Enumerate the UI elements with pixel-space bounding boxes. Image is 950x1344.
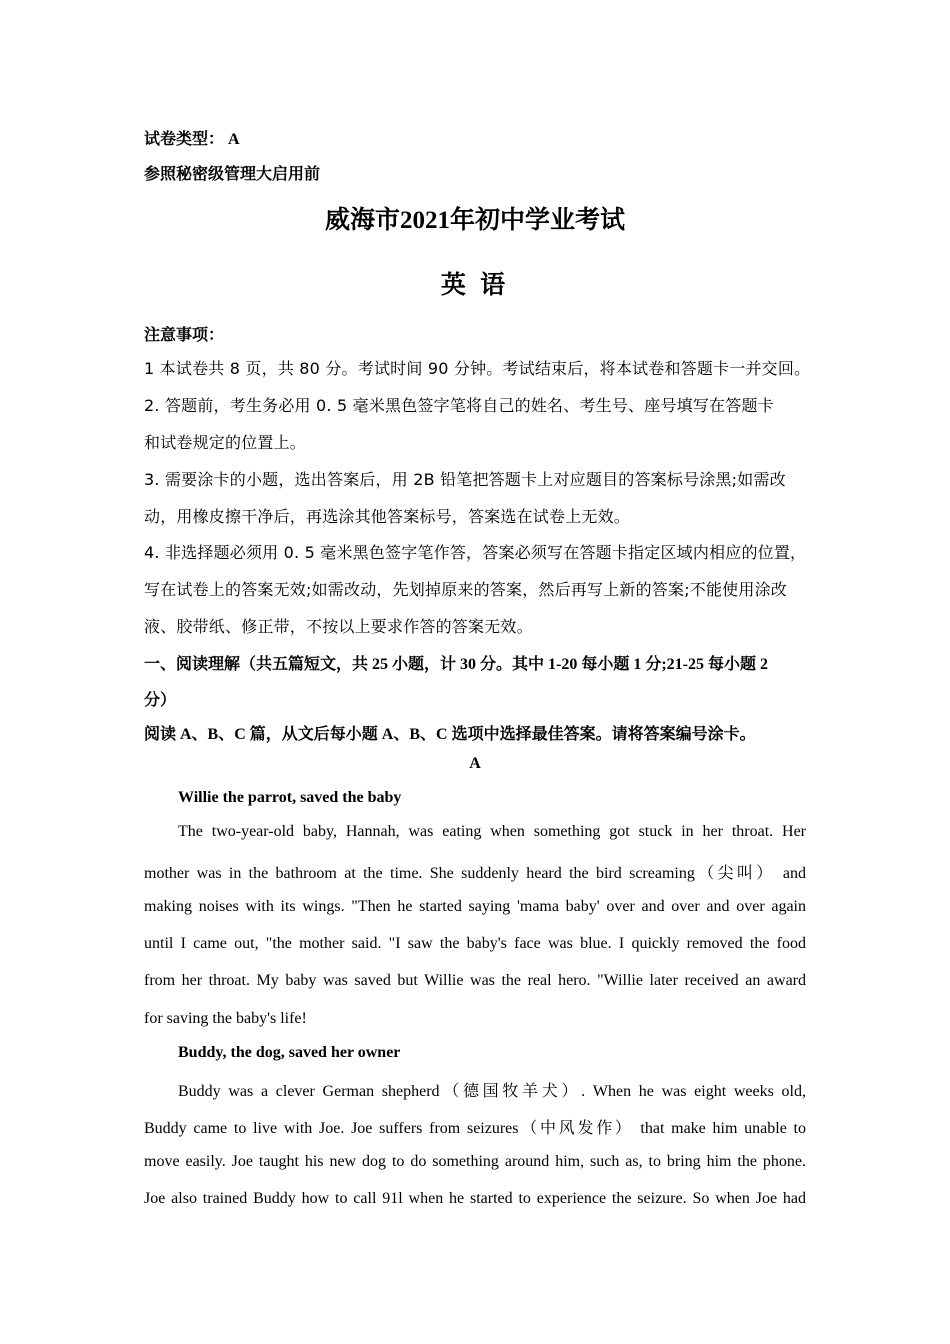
passage-label: A bbox=[469, 755, 481, 772]
section-heading-cont: 分） bbox=[144, 692, 177, 709]
paragraph-line: for saving the baby's life! bbox=[144, 1010, 307, 1027]
confidential-label: 参照秘密级管理大启用前 bbox=[144, 166, 321, 183]
paragraph-line: The two-year-old baby, Hannah, was eating when something got stuck in her throat. Her bbox=[178, 823, 806, 840]
paragraph-line: move easily. Joe taught his new dog to do something around him, such as, to bring him the phone. bbox=[144, 1153, 806, 1170]
story-heading: Willie the parrot, saved the baby bbox=[178, 789, 402, 806]
paragraph-line: Buddy was a clever German shepherd（德国牧羊犬）. When he was eight weeks old, bbox=[178, 1083, 806, 1100]
notice-line: 2. 答题前，考生务必用 0. 5 毫米黑色签字笔将自己的姓名、考生号、座号填写在答题卡 bbox=[144, 396, 774, 415]
paragraph-line: Buddy came to live with Joe. Joe suffers from seizures（中风发作） that make him unable to bbox=[144, 1120, 806, 1137]
reading-instruction: 阅读 A、B、C 篇，从文后每小题 A、B、C 选项中选择最佳答案。请将答案编号涂卡。 bbox=[144, 726, 756, 743]
story-heading: Buddy, the dog, saved her owner bbox=[178, 1044, 401, 1061]
notice-line: 4. 非选择题必须用 0. 5 毫米黑色签字笔作答，答案必须写在答题卡指定区域内相应的位置， bbox=[144, 543, 807, 562]
notice-line: 3. 需要涂卡的小题，选出答案后，用 2B 铅笔把答题卡上对应题目的答案标号涂黑;如需改 bbox=[144, 470, 786, 489]
paragraph-line: mother was in the bathroom at the time. She suddenly heard the bird screaming（尖叫） and bbox=[144, 865, 806, 882]
exam-title: 威海市2021年初中学业考试 bbox=[324, 207, 625, 234]
section-heading: 一、阅读理解（共五篇短文，共 25 小题，计 30 分。其中 1-20 每小题 1 分;21-25 每小题 2 bbox=[144, 656, 768, 673]
notice-line: 1 本试卷共 8 页，共 80 分。考试时间 90 分钟。考试结束后，将本试卷和答题卡一并交回。 bbox=[144, 359, 811, 378]
paragraph-line: from her throat. My baby was saved but Willie was the real hero. "Willie later received an award bbox=[144, 972, 806, 989]
subject-title: 英 语 bbox=[440, 272, 510, 299]
paragraph-line: Joe also trained Buddy how to call 91l when he started to experience the seizure. So when Joe had bbox=[144, 1190, 806, 1207]
paragraph-line: until I came out, "the mother said. "I saw the baby's face was blue. I quickly removed the food bbox=[144, 935, 806, 952]
notice-line: 动，用橡皮擦干净后，再选涂其他答案标号，答案选在试卷上无效。 bbox=[144, 507, 631, 526]
notice-line: 和试卷规定的位置上。 bbox=[144, 433, 307, 452]
notice-heading: 注意事项： bbox=[144, 327, 225, 344]
notice-line: 写在试卷上的答案无效;如需改动，先划掉原来的答案，然后再写上新的答案;不能使用涂改 bbox=[144, 580, 787, 599]
notice-line: 液、胶带纸、修正带，不按以上要求作答的答案无效。 bbox=[144, 617, 533, 636]
paper-type: 试卷类型： A bbox=[144, 131, 240, 148]
paragraph-line: making noises with its wings. "Then he started saying 'mama baby' over and over and over again bbox=[144, 898, 806, 915]
